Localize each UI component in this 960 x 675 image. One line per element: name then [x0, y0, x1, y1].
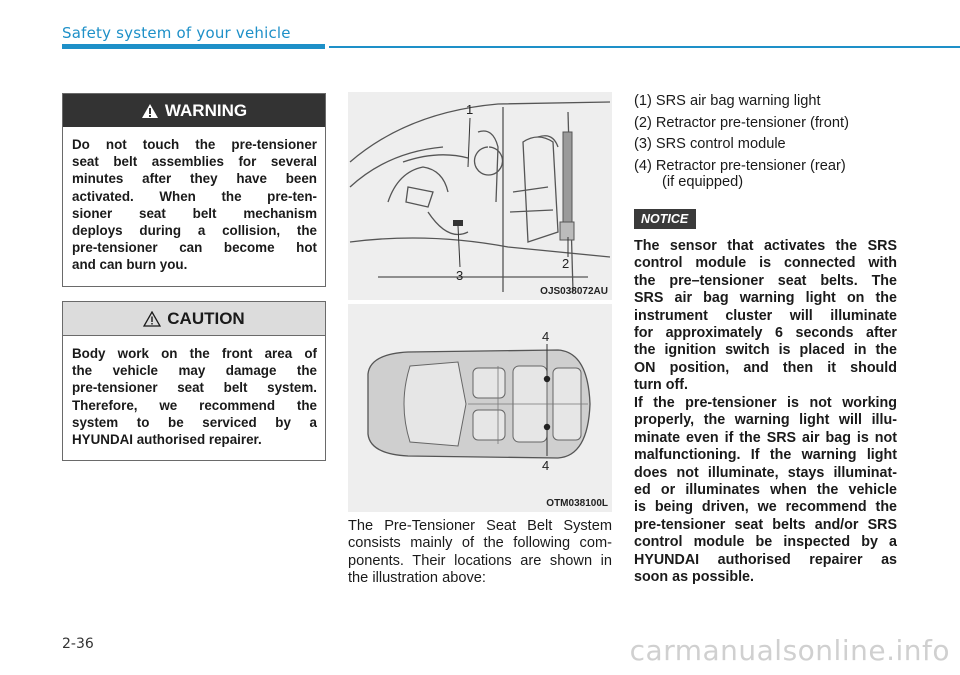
- notice-line: If the pre-tensioner is not working: [634, 395, 897, 411]
- component-list: [634, 91, 904, 190]
- figure-callout-1: 1: [466, 102, 474, 117]
- warning-line: and can burn you.: [72, 257, 188, 273]
- figure-interior: [348, 92, 612, 300]
- intro-paragraph: [348, 518, 612, 588]
- list-item-text: (4) Retractor pre-tensioner (rear): [634, 157, 846, 174]
- warning-line: activated. When the pre-ten-: [72, 188, 317, 204]
- section-header-title: Safety system of your vehicle: [62, 24, 291, 42]
- notice-paragraph-1: [634, 238, 897, 395]
- caution-line: the vehicle may damage the: [72, 363, 317, 379]
- figure-callout-3: 3: [456, 268, 464, 283]
- top-view-illustration: [348, 304, 612, 512]
- notice-line: instrument cluster will illuminate: [634, 307, 897, 324]
- notice-line: control module is connected with: [634, 255, 897, 272]
- notice-line: is being driven, we recommend the: [634, 499, 897, 516]
- notice-line: for approximately 6 seconds after: [634, 325, 897, 342]
- header-rule-accent: [62, 44, 325, 49]
- caution-line: HYUNDAI authorised repairer.: [72, 432, 262, 448]
- notice-line: HYUNDAI authorised repairer as: [634, 551, 897, 568]
- intro-line: the illustration above:: [348, 570, 486, 587]
- warning-line: deploys during a collision, the: [72, 223, 317, 239]
- warning-box: [62, 93, 326, 287]
- notice-badge: NOTICE: [634, 209, 696, 229]
- list-item-subtext: (if equipped): [662, 174, 744, 190]
- notice-line: the ignition switch is placed in the: [634, 342, 897, 359]
- notice-line: malfunctioning. If the warning light: [634, 447, 897, 464]
- caution-line: Therefore, we recommend the: [72, 397, 317, 413]
- notice-line: ON position, and then it should: [634, 359, 897, 376]
- notice-line: The sensor that activates the SRS: [634, 238, 897, 254]
- caution-text: [63, 336, 325, 460]
- notice-line: minate even if the SRS air bag is not: [634, 429, 897, 446]
- warning-line: Do not touch the pre-tensioner: [72, 137, 317, 152]
- intro-line: The Pre-Tensioner Seat Belt System: [348, 518, 612, 534]
- header-rule: [329, 46, 960, 48]
- notice-line: SRS air bag warning light on the: [634, 290, 897, 307]
- caution-box: [62, 301, 326, 461]
- caution-triangle-icon: [143, 311, 161, 327]
- intro-line: consists mainly of the following com-: [348, 535, 612, 552]
- intro-line: ponents. Their locations are shown in: [348, 552, 612, 569]
- notice-line: properly, the warning light will illu-: [634, 412, 897, 429]
- list-item: (2) Retractor pre-tensioner (front): [634, 114, 849, 131]
- interior-illustration: [348, 92, 612, 300]
- list-item: [634, 156, 904, 191]
- figure-callout-4-bottom: 4: [542, 458, 550, 473]
- figure-callout-4-top: 4: [542, 329, 550, 344]
- notice-line: pre-tensioner seat belts and/or SRS: [634, 516, 897, 533]
- caution-title: CAUTION: [167, 308, 245, 328]
- notice-line: soon as possible.: [634, 569, 754, 586]
- notice-line: the pre–tensioner seat belts. The: [634, 272, 897, 289]
- warning-triangle-icon: [141, 103, 159, 119]
- caution-header: [63, 302, 325, 336]
- notice-line: control module be inspected by a: [634, 534, 897, 551]
- figure-callout-2: 2: [562, 256, 570, 271]
- figure-code: OJS038072AU: [540, 286, 608, 297]
- caution-line: Body work on the front area of: [72, 346, 317, 361]
- list-item: (3) SRS control module: [634, 136, 786, 152]
- warning-line: seat belt assemblies for several: [72, 154, 317, 170]
- page-number: 2-36: [62, 636, 94, 652]
- watermark: carmanualsonline.info: [629, 634, 950, 667]
- notice-line: ed or illuminates when the vehicle: [634, 482, 897, 499]
- figure-top-view: [348, 304, 612, 512]
- caution-line: pre-tensioner seat belt system.: [72, 380, 317, 396]
- list-item: (1) SRS air bag warning light: [634, 93, 821, 109]
- notice-line: turn off.: [634, 377, 688, 394]
- notice-paragraph-2: [634, 395, 897, 586]
- warning-header: [63, 94, 325, 127]
- warning-line: minutes after they have been: [72, 171, 317, 187]
- warning-line: pre-tensioner can become hot: [72, 240, 317, 256]
- caution-line: system to be serviced by a: [72, 414, 317, 430]
- notice-line: does not illuminate, stays illuminat-: [634, 464, 897, 481]
- warning-text: [63, 127, 325, 286]
- figure-code: OTM038100L: [546, 498, 608, 509]
- warning-title: WARNING: [164, 100, 248, 120]
- warning-line: sioner seat belt mechanism: [72, 205, 317, 221]
